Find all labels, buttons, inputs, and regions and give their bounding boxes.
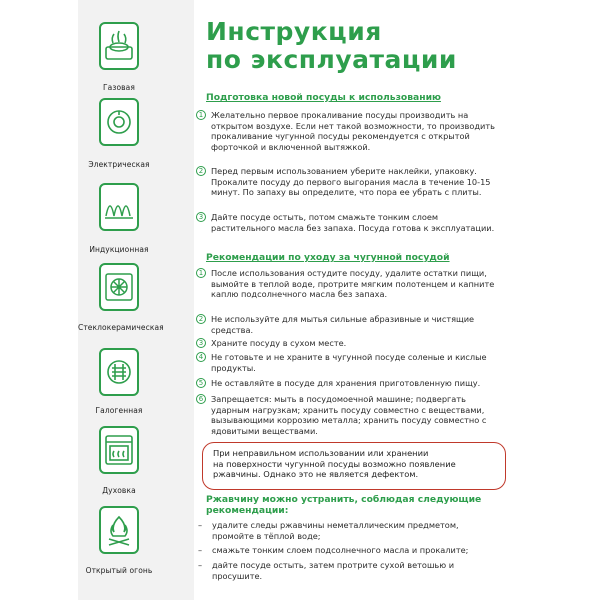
- rust-heading-line-1: Ржавчину можно устранить, соблюдая следующие: [206, 494, 482, 505]
- dash-marker: –: [198, 520, 203, 530]
- section-heading-preparation: Подготовка новой посуды к использованию: [206, 92, 441, 103]
- item-number: 5: [196, 378, 206, 388]
- electric-plate-icon: [99, 98, 139, 146]
- item-text: Не оставляйте в посуде для хранения приготовленную пищу.: [211, 378, 481, 388]
- list-item: [198, 545, 498, 556]
- list-item: [198, 520, 498, 541]
- item-number: 4: [196, 352, 206, 362]
- item-text: Желательно первое прокаливание посуды производить на открытом воздухе. Если нет такой возможности, то производить прокаливание чугунной посуды рекомендуется с открытой форточкой и включенной вытяжкой.: [211, 110, 495, 152]
- item-text: Не используйте для мытья сильные абразивные и чистящие средства.: [211, 314, 475, 335]
- section-heading-care: Рекомендации по уходу за чугунной посудой: [206, 252, 450, 263]
- hob-label-campfire: Открытый огонь: [85, 566, 153, 575]
- campfire-icon: [99, 506, 139, 554]
- item-number: 2: [196, 166, 206, 176]
- rust-heading-line-2: рекомендации:: [206, 505, 289, 516]
- glass-ceramic-icon: [99, 263, 139, 311]
- dash-marker: –: [198, 560, 203, 570]
- item-text: Перед первым использованием уберите наклейки, упаковку. Прокалите посуду до первого выгорания масла в течение 10-15 минут. По запаху вы определите, что пора ее убрать с плиты.: [211, 166, 491, 198]
- list-item: [196, 352, 496, 373]
- item-number: 1: [196, 268, 206, 278]
- list-item: [196, 268, 496, 300]
- item-text: После использования остудите посуду, удалите остатки пищи, вымойте в теплой воде, протрите мягким полотенцем и капните каплю подсолнечного масла без запаха.: [211, 268, 495, 300]
- item-number: 2: [196, 314, 206, 324]
- hob-label-oven: Духовка: [102, 486, 136, 495]
- item-number: 3: [196, 212, 206, 222]
- induction-coil-icon: [99, 183, 139, 231]
- item-text: дайте посуде остыть, затем протрите сухой ветошью и просушите.: [212, 560, 455, 581]
- dash-marker: –: [198, 545, 203, 555]
- item-number: 6: [196, 394, 206, 404]
- rust-heading: [206, 494, 481, 516]
- list-item: [196, 394, 496, 436]
- gas-burner-icon: [99, 22, 139, 70]
- list-item: [196, 212, 496, 233]
- hob-label-glass-ceramic: Стеклокерамическая: [78, 323, 164, 332]
- page-title: [206, 18, 457, 74]
- item-text: Запрещается: мыть в посудомоечной машине; подвергать ударным нагрузкам; хранить посуду совместно с веществами, вызывающими коррозию металла; хранить посуду совместно с ядовитыми веществами.: [211, 394, 487, 436]
- item-text: смажьте тонким слоем подсолнечного масла и прокалите;: [212, 545, 469, 555]
- title-line-2: по эксплуатации: [206, 45, 457, 74]
- warning-line-1: При неправильном использовании или хранении: [213, 448, 429, 458]
- list-item: [198, 560, 498, 581]
- halogen-icon: [99, 348, 139, 396]
- warning-line-2: на поверхности чугунной посуды возможно появление: [213, 458, 456, 469]
- list-item: [196, 378, 496, 389]
- item-number: 1: [196, 110, 206, 120]
- item-text: удалите следы ржавчины неметаллическим предметом, промойте в тёплой воде;: [212, 520, 459, 541]
- list-item: [196, 338, 496, 349]
- list-item: [196, 166, 496, 198]
- warning-line-3: ржавчины. Однако это не является дефектом.: [213, 469, 419, 480]
- list-item: [196, 110, 496, 152]
- list-item: [196, 314, 496, 335]
- oven-icon: [99, 426, 139, 474]
- rust-warning-box: [202, 442, 506, 490]
- hob-label-gas: Газовая: [103, 83, 135, 92]
- item-text: Не готовьте и не храните в чугунной посуде соленые и кислые продукты.: [211, 352, 487, 373]
- item-text: Дайте посуде остыть, потом смажьте тонким слоем растительного масла без запаха. Посуда готова к эксплуатации.: [211, 212, 495, 233]
- hob-label-halogen: Галогенная: [95, 406, 143, 415]
- item-number: 3: [196, 338, 206, 348]
- hob-label-electric: Электрическая: [88, 160, 150, 169]
- title-line-1: Инструкция: [206, 17, 382, 46]
- hob-label-induction: Индукционная: [89, 245, 149, 254]
- item-text: Храните посуду в сухом месте.: [211, 338, 347, 348]
